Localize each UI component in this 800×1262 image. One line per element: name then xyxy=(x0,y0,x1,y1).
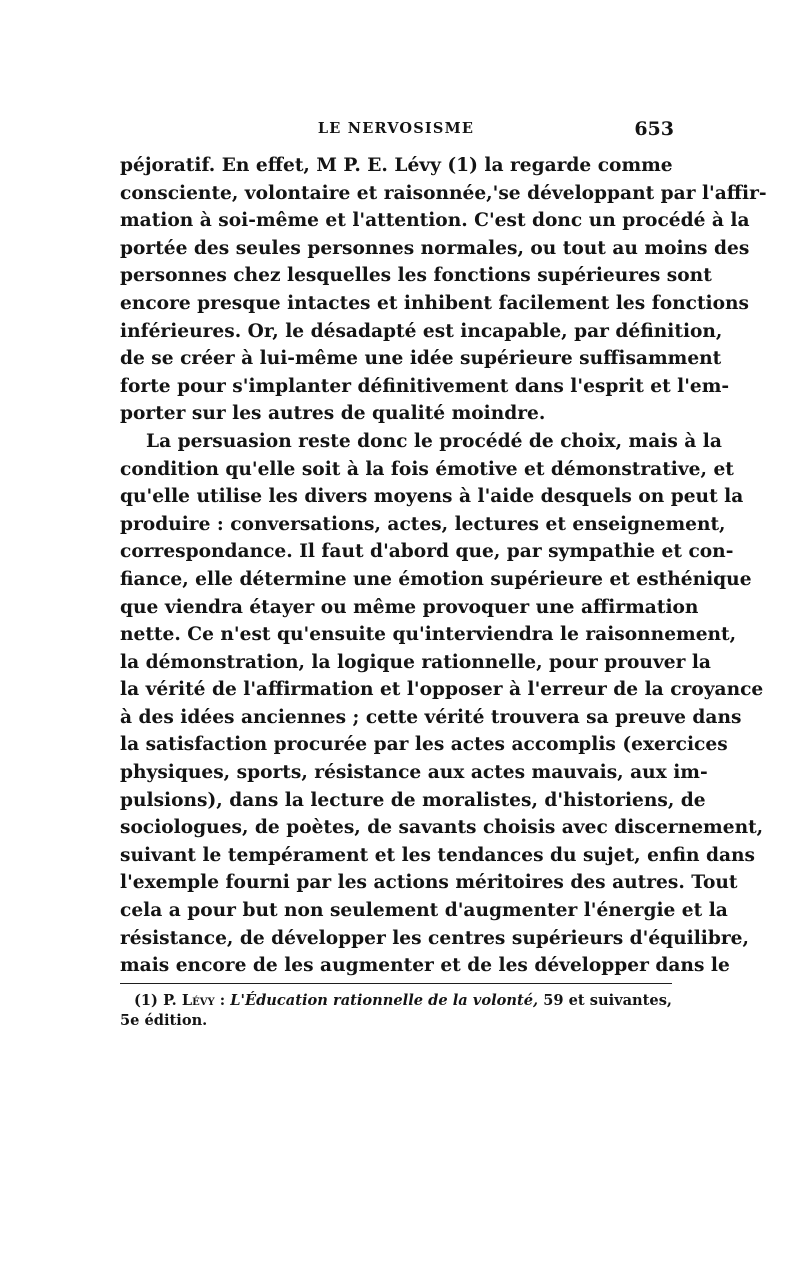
footnote-marker: (1) P. xyxy=(134,992,177,1009)
text-line: portée des seules personnes normales, ou tout au moins des xyxy=(120,237,750,259)
text-line: La persuasion reste donc le procédé de choix, mais à la xyxy=(146,430,722,452)
text-line: que viendra étayer ou même provoquer une affirmation xyxy=(120,596,699,618)
text-line: de se créer à lui-même une idée supérieure suffisamment xyxy=(120,348,722,370)
text-line: inférieures. Or, le désadapté est incapable, par définition, xyxy=(120,320,723,342)
footnote-divider xyxy=(120,983,672,984)
footnote xyxy=(120,991,672,1031)
page-number: 653 xyxy=(634,118,674,140)
text-line: l'exemple fourni par les actions méritoires des autres. Tout xyxy=(120,872,738,894)
text-line: nette. Ce n'est qu'ensuite qu'interviendra le raisonnement, xyxy=(120,624,737,646)
text-line: mation à soi-même et l'attention. C'est donc un procédé à la xyxy=(120,210,750,232)
text-line: personnes chez lesquelles les fonctions supérieures sont xyxy=(120,265,712,287)
footnote-line xyxy=(120,991,672,1011)
footnote-edition: 5e édition. xyxy=(120,1012,208,1029)
text-line: sociologues, de poètes, de savants choisis avec discernement, xyxy=(120,817,764,839)
text-line: physiques, sports, résistance aux actes mauvais, aux im- xyxy=(120,762,708,784)
text-line: produire : conversations, actes, lectures et enseignement, xyxy=(120,513,726,535)
text-line: suivant le tempérament et les tendances du sujet, enfin dans xyxy=(120,844,755,866)
text-line: consciente, volontaire et raisonnée,'se développant par l'affir- xyxy=(120,182,767,204)
text-line: péjoratif. En effet, M P. E. Lévy (1) la regarde comme xyxy=(120,155,673,176)
text-line: condition qu'elle soit à la fois émotive et démonstrative, et xyxy=(120,458,734,480)
text-line: cela a pour but non seulement d'augmenter l'énergie et la xyxy=(120,900,728,922)
running-head: LE NERVOSISME xyxy=(317,120,475,137)
text-line: la vérité de l'affirmation et l'opposer à l'erreur de la croyance xyxy=(120,679,764,701)
text-line: qu'elle utilise les divers moyens à l'aide desquels on peut la xyxy=(120,486,744,508)
text-line: fiance, elle détermine une émotion supérieure et esthénique xyxy=(120,568,752,590)
footnote-separator: : xyxy=(214,992,231,1009)
text-line: encore presque intactes et inhibent facilement les fonctions xyxy=(120,292,749,314)
text-line: la satisfaction procurée par les actes accomplis (exercices xyxy=(120,734,728,756)
text-line: forte pour s'implanter définitivement dans l'esprit et l'em- xyxy=(120,375,730,397)
text-line: résistance, de développer les centres supérieurs d'équilibre, xyxy=(120,927,749,949)
text-line: à des idées anciennes ; cette vérité trouvera sa preuve dans xyxy=(120,706,742,728)
body-text xyxy=(120,152,767,980)
text-line: mais encore de les augmenter et de les développer dans le xyxy=(120,955,730,977)
footnote-pages: 59 et suivantes, xyxy=(538,992,672,1009)
footnote-title: L'Éducation rationnelle de la volonté, xyxy=(230,992,539,1009)
text-line: correspondance. Il faut d'abord que, par sympathie et con- xyxy=(120,541,734,563)
footnote-author: Lévy xyxy=(181,992,215,1009)
page-header xyxy=(118,118,674,148)
text-line: la démonstration, la logique rationnelle, pour prouver la xyxy=(120,651,711,673)
text-line: pulsions), dans la lecture de moralistes, d'historiens, de xyxy=(120,789,706,811)
text-line: porter sur les autres de qualité moindre. xyxy=(120,403,546,425)
